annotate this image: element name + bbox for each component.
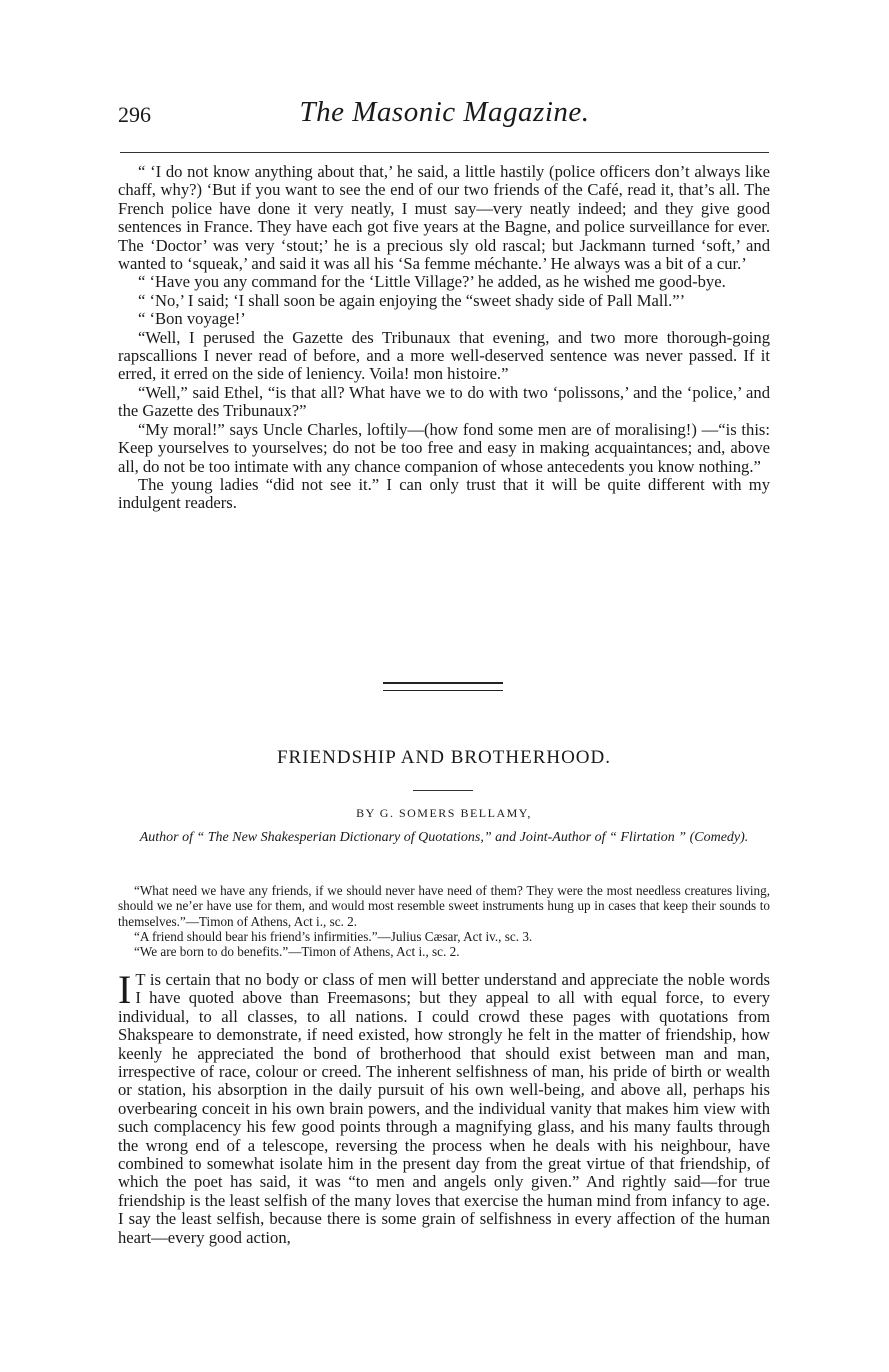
- epigraph-quote: “What need we have any friends, if we should never have need of them? They were the most needless creatures living, should we ne’er have use for them, and would most resemble sweet instruments hung up in cases that keep their sounds to themselves.”—Timon of Athens, Act i., sc. 2.: [118, 883, 770, 929]
- drop-cap: I: [118, 967, 132, 1012]
- running-title: The Masonic Magazine.: [299, 96, 590, 128]
- paragraph: “ ‘Have you any command for the ‘Little Village?’ he added, as he wished me good-bye.: [138, 272, 726, 292]
- byline: BY G. SOMERS BELLAMY,: [356, 806, 532, 820]
- paragraph: “ ‘Bon voyage!’: [138, 309, 246, 329]
- title-rule: [413, 790, 473, 791]
- section-separator: [383, 682, 503, 691]
- author-credentials: Author of “ The New Shakesperian Dictionary of Quotations,” and Joint-Author of “ Flirtation ” (Comedy).: [139, 830, 749, 845]
- epigraph-quote: “We are born to do benefits.”—Timon of Athens, Act i., sc. 2.: [134, 944, 460, 960]
- paragraph: “ ‘I do not know anything about that,’ he said, a little hastily (police officers don’t always like chaff, why?) ‘But if you want to see the end of our two friends of the Café, read it, that’s all. The French police have done it very neatly, I must say—very neatly indeed; and they give good sentences in France. They have each got five years at the Bagne, and police surveillance for ever. The ‘Doctor’ was very ‘stout;’ he is a precious sly old rascal; but Jackmann turned ‘soft,’ and wanted to ‘squeak,’ and said it was all his ‘Sa femme méchante.’ He always was a bit of a cur.’: [118, 162, 770, 274]
- story-conclusion: [118, 163, 770, 513]
- article-title: FRIENDSHIP AND BROTHERHOOD.: [276, 747, 611, 768]
- paragraph: “My moral!” says Uncle Charles, loftily—(how fond some men are of moralising!) —“is this: Keep yourselves to yourselves; do not be too free and easy in making acquaintances; and, above all, do not be too intimate with any chance companion of whose antecedents you know nothing.”: [118, 419, 770, 476]
- paragraph: “Well, I perused the Gazette des Tribunaux that evening, and two more thorough-going rapscallions I never read of before, and a more well-deserved sentence was never passed. If it erred, it erred on the side of leniency. Voila! mon histoire.”: [118, 327, 770, 384]
- article-body: [118, 967, 770, 1247]
- header-rule: [120, 152, 769, 153]
- paragraph: “Well,” said Ethel, “is that all? What have we to do with two ‘polissons,’ and the ‘police,’ and the Gazette des Tribunaux?”: [118, 382, 770, 421]
- body-text: T is certain that no body or class of men will better understand and appreciate the noble words I have quoted above than Freemasons; but they appeal to all with equal force, to every individual, to all classes, to all nations. I could crowd these pages with quotations from Shakspeare to demonstrate, if need existed, how strongly he felt in the matter of friendship, how keenly he appreciated the bond of brotherhood that should exist between man and man, irrespective of race, colour or creed. The inherent selfishness of man, his pride of birth or wealth or station, his absorption in the daily pursuit of his own well-being, and above all, perhaps his overbearing conceit in his own brain powers, and the individual vanity that makes him view with such complacency his few good points through a magnifying glass, and his many faults through the wrong end of a telescope, reversing the process when he deals with his neighbour, have combined to somewhat isolate him in the present day from the great virtue of that friendship, of which the poet has said, it was “to men and angels only given.” And rightly said—for true friendship is the least selfish of the many loves that exercise the human mind from infancy to age. I say the least selfish, because there is some grain of selfishness in every affection of the human heart—every good action,: [118, 970, 770, 1247]
- paragraph: The young ladies “did not see it.” I can only trust that it will be quite different with my indulgent readers.: [118, 474, 770, 513]
- epigraph-quote: “A friend should bear his friend’s infirmities.”—Julius Cæsar, Act iv., sc. 3.: [134, 928, 533, 944]
- page-header: [118, 94, 771, 134]
- paragraph: “ ‘No,’ I said; ‘I shall soon be again enjoying the “sweet shady side of Pall Mall.”’: [138, 290, 686, 310]
- epigraph-block: [118, 883, 770, 959]
- body-paragraph: [118, 967, 770, 1247]
- page-number: 296: [118, 102, 151, 127]
